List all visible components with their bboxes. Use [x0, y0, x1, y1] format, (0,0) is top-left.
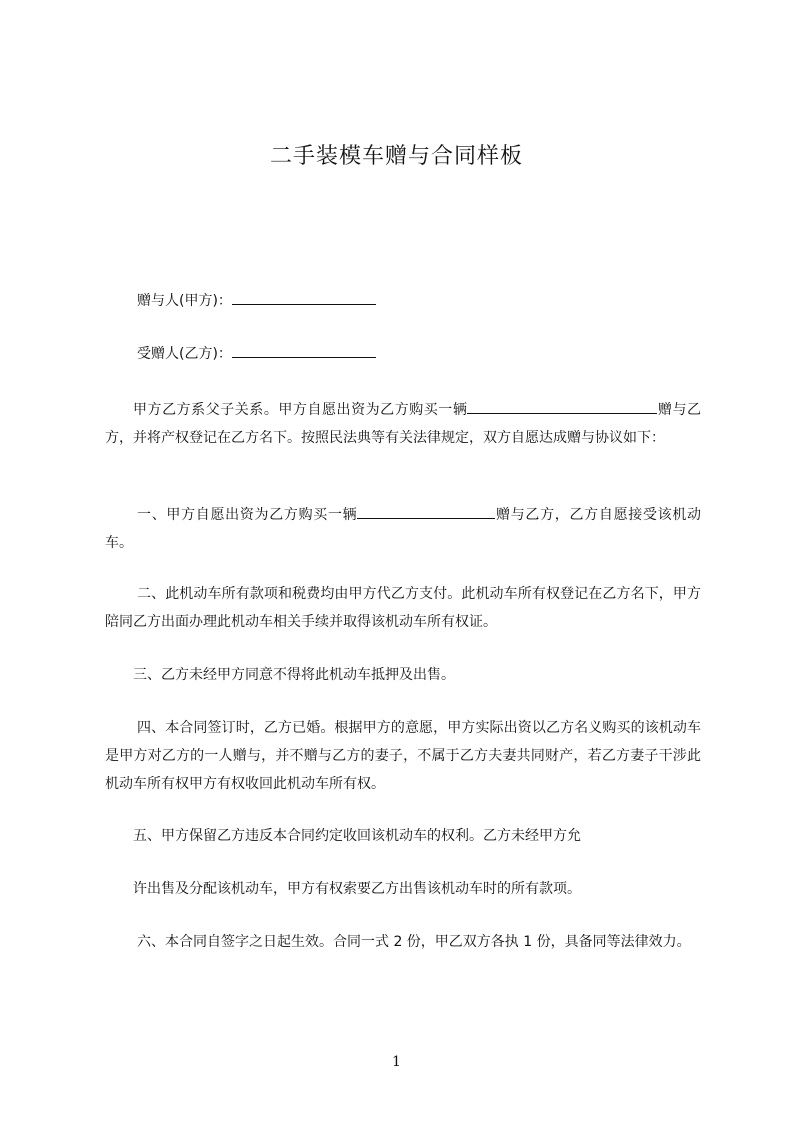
- clause-3: 三、乙方未经甲方同意不得将此机动车抵押及出售。: [133, 667, 455, 683]
- clause-1-text-start: 一、甲方自愿出资为乙方购买一辆: [137, 507, 358, 523]
- preamble-text-end: 赠与乙方，并将产权登记在乙方名下。按照民法典等有关法律规定，双方自愿达成赠与协议如下：: [105, 402, 702, 446]
- preamble-paragraph: [105, 396, 701, 452]
- donor-line: [137, 287, 733, 315]
- clause-1-text-end: 赠与乙方，乙方自愿接受该机动车。: [105, 507, 702, 551]
- donee-label: 受赠人(乙方)：: [137, 346, 232, 362]
- preamble-blank: [467, 397, 657, 414]
- donor-label: 赠与人(甲方)：: [137, 293, 232, 309]
- clause-5-line-2: 许出售及分配该机动车，甲方有权索要乙方出售该机动车时的所有款项。: [133, 881, 581, 897]
- clause-2: 二、此机动车所有款项和税费均由甲方代乙方支付。此机动车所有权登记在乙方名下，甲方陪同乙方出面办理此机动车相关手续并取得该机动车所有权证。: [105, 586, 701, 630]
- clause-4: 四、本合同签订时，乙方已婚。根据甲方的意愿，甲方实际出资以乙方名义购买的该机动车是甲方对乙方的一人赠与，并不赠与乙方的妻子，不属于乙方夫妻共同财产，若乙方妻子干涉此机动车所有权甲方有权收回此机动车所有权。: [105, 720, 701, 792]
- clause-1: [105, 501, 701, 557]
- preamble-text-start: 甲方乙方系父子关系。甲方自愿出资为乙方购买一辆: [133, 402, 468, 418]
- clause-1-blank: [357, 502, 495, 519]
- donee-blank: [232, 341, 376, 358]
- clause-6: 六、本合同自签字之日起生效。合同一式 2 份，甲乙双方各执 1 份，具备同等法律效力。: [137, 934, 691, 950]
- donor-blank: [232, 288, 376, 305]
- donee-line: [137, 340, 733, 368]
- document-title: 二手装模车赠与合同样板: [269, 144, 523, 169]
- clause-5-line-1: 五、甲方保留乙方违反本合同约定收回该机动车的权利。乙方未经甲方允: [133, 828, 581, 844]
- page-number: 1: [392, 1054, 401, 1070]
